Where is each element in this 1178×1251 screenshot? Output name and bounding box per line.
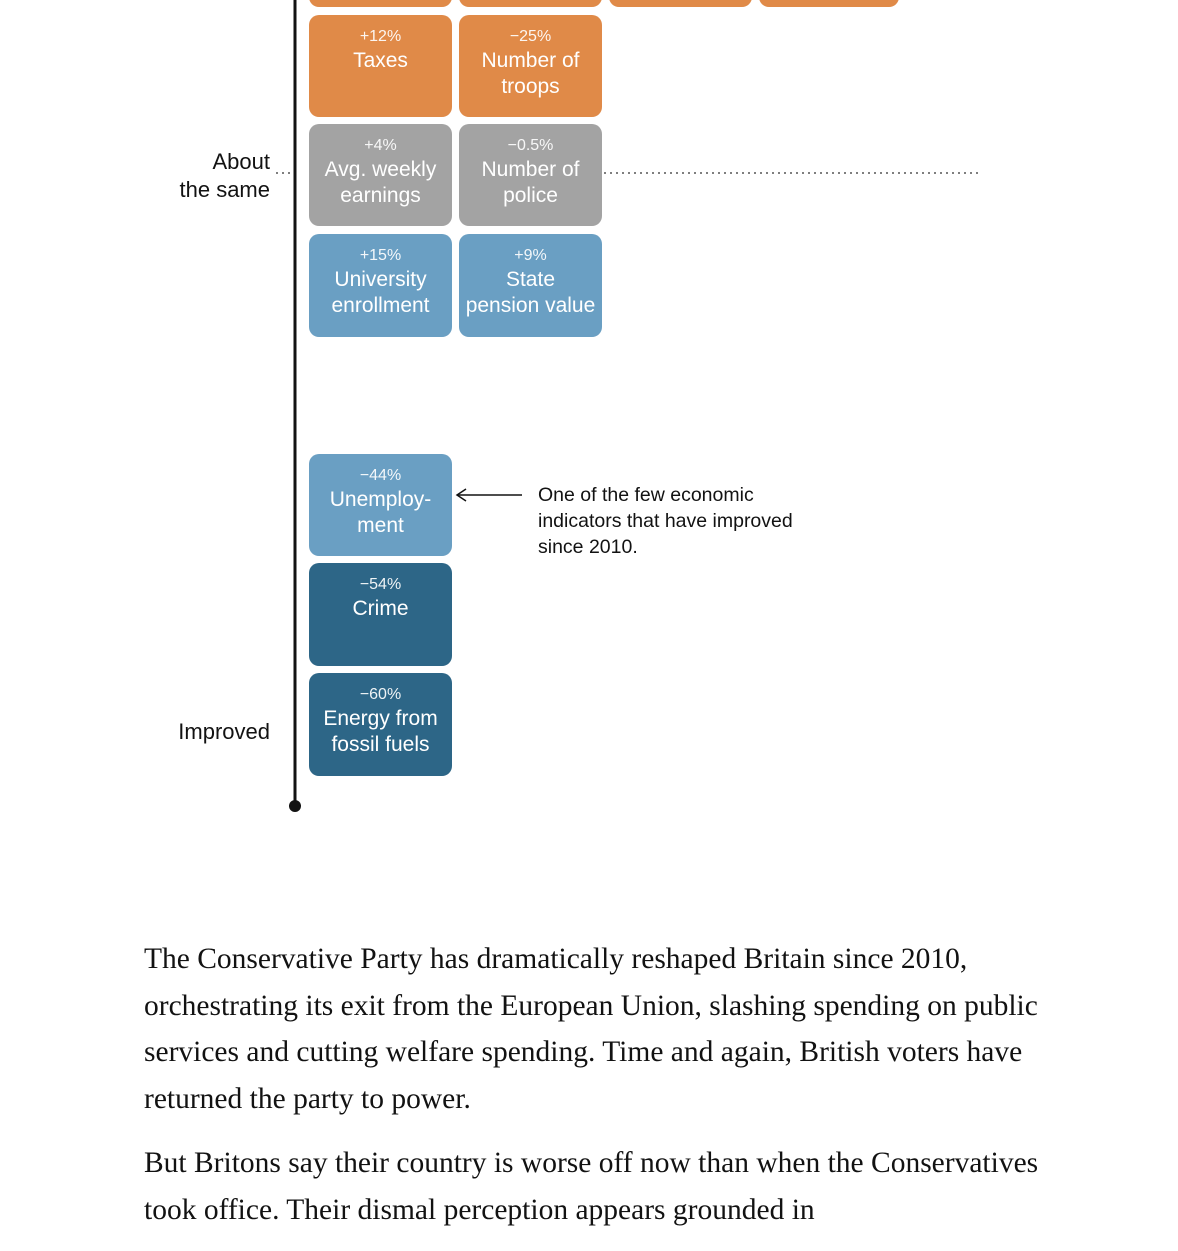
tile-avg-weekly-earnings xyxy=(309,124,452,226)
tile-state-pension-value xyxy=(459,234,602,337)
tile-tile-1 xyxy=(459,0,602,7)
tile-percent-change: −25% xyxy=(509,28,552,45)
tile-unemploy-ment xyxy=(309,454,452,556)
tile-indicator-label: Avg. weekly earnings xyxy=(324,158,437,207)
article-body xyxy=(144,936,1044,1251)
tile-tile-2 xyxy=(609,0,752,7)
article-paragraph-2: But Britons say their country is worse off now than when the Conservatives took office. Their dismal perception appears grounded in xyxy=(144,1147,1039,1226)
tile-percent-change: +4% xyxy=(364,137,397,154)
tile-indicator-label: Number of police xyxy=(481,158,580,207)
tile-indicator-label: Number of troops xyxy=(481,49,580,98)
tile-percent-change: −54% xyxy=(359,576,402,593)
tile-indicator-label: State pension value xyxy=(465,268,596,317)
tile-number-of-police xyxy=(459,124,602,226)
tile-indicator-label: Energy from fossil fuels xyxy=(323,707,438,756)
tile-energy-from-fossil-fuels xyxy=(309,673,452,776)
tile-percent-change: +15% xyxy=(359,247,402,264)
tile-indicator-label: Taxes xyxy=(353,49,408,72)
tile-number-of-troops xyxy=(459,15,602,117)
axis-label-improved-text: Improved xyxy=(178,719,270,744)
tile-tile-3 xyxy=(759,0,899,7)
tile-crime xyxy=(309,563,452,666)
tile-indicator-label: University enrollment xyxy=(331,268,430,317)
tile-percent-change: +12% xyxy=(359,28,402,45)
tile-percent-change: −60% xyxy=(359,686,402,703)
axis-label-improved xyxy=(178,718,270,746)
tile-university-enrollment xyxy=(309,234,452,337)
article-paragraph-1: The Conservative Party has dramatically reshaped Britain since 2010, orchestrating its exit from the European Union, slashing spending on public services and cutting welfare spending. Time and again, British voters have returned the party to power. xyxy=(144,943,1038,1115)
tile-percent-change: +9% xyxy=(514,247,547,264)
axis-end-dot xyxy=(289,800,301,812)
tile-taxes xyxy=(309,15,452,117)
tile-percent-change: −44% xyxy=(359,467,402,484)
unemployment-annotation: One of the few economic indicators that have improved since 2010. xyxy=(538,484,793,558)
tile-percent-change: −0.5% xyxy=(507,137,554,154)
tile-tile-0 xyxy=(309,0,452,7)
axis-label-about-same-text: About the same xyxy=(179,149,270,202)
tile-indicator-label: Unemploy- ment xyxy=(329,488,432,537)
tile-indicator-label: Crime xyxy=(352,597,409,620)
axis-label-about-same xyxy=(180,148,271,204)
